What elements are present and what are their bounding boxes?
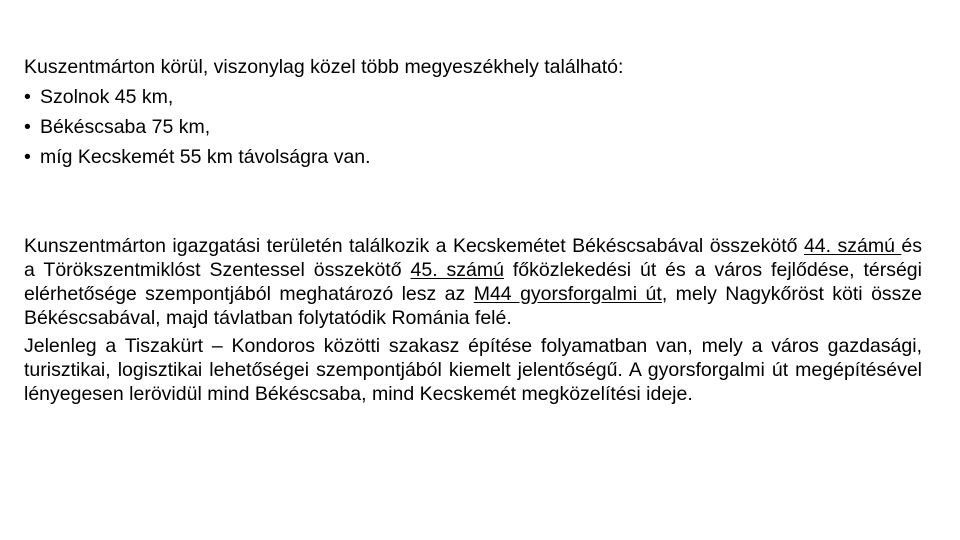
bullet-text: Békéscsaba 75 km, — [40, 116, 211, 138]
m44-expressway-label: M44 gyorsforgalmi út — [473, 283, 662, 305]
bullet-item-szolnok — [24, 82, 924, 112]
bullet-icon: • — [24, 86, 31, 108]
road-44-label: 44. számú — [803, 235, 902, 257]
bullet-icon: • — [24, 116, 31, 138]
paragraph-text: , mely Nagykőröst köti össze Békéscsabával, majd távlatban folytatódik Románia felé. — [24, 283, 923, 329]
body-block — [24, 234, 922, 406]
intro-block — [24, 52, 924, 172]
bullet-icon: • — [24, 146, 31, 168]
bullet-item-bekescsaba — [24, 112, 924, 142]
intro-heading: Kuszentmárton körül, viszonylag közel több megyeszékhely található: — [24, 56, 624, 78]
bullet-item-kecskemet — [24, 142, 924, 172]
paragraph-text: főközlekedési út és a város fejlődése, térségi elérhetősége szempontjából meghatározó lesz az — [24, 259, 922, 305]
bullet-text: Szolnok 45 km, — [40, 86, 174, 108]
road-45-label: 45. számú — [410, 259, 504, 281]
bullet-text: míg Kecskemét 55 km távolságra van. — [40, 146, 371, 168]
paragraph-text: és a Törökszentmiklóst Szentessel összekötő — [24, 235, 922, 281]
paragraph-construction: Jelenleg a Tiszakürt – Kondoros közötti szakasz építése folyamatban van, mely a város gazdasági, turisztikai, logisztikai lehetőségei szempontjából kiemelt jelentőségű. A gyorsforgalmi út megépítésével lényegesen lerövidül mind Békéscsaba, mind Kecskemét megközelítési ideje. — [24, 335, 922, 405]
paragraph-text: Kunszentmárton igazgatási területén találkozik a Kecskemétet Békéscsabával összekötő — [24, 235, 804, 257]
paragraph-roads — [24, 234, 922, 330]
